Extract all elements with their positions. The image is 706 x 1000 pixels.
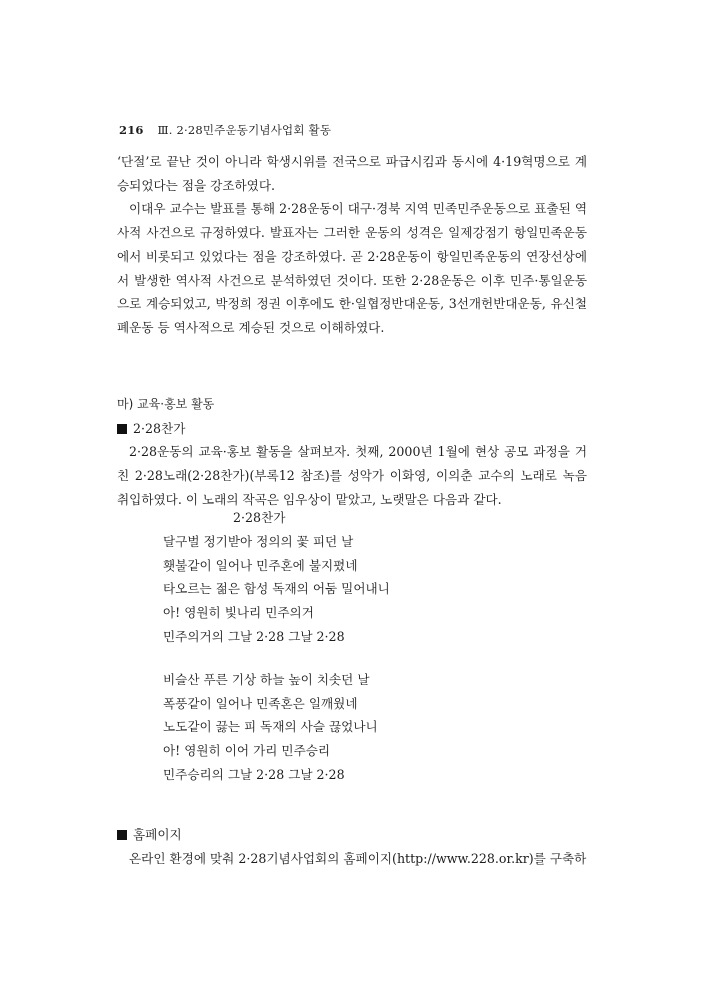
verse-line: 타오르는 젊은 함성 독재의 어둠 밀어내니	[163, 581, 390, 597]
song-verse-2	[163, 668, 378, 787]
running-header	[119, 122, 331, 138]
verse-line: 달구벌 정기받아 정의의 꽃 피던 날	[163, 534, 354, 549]
education-section	[117, 393, 587, 512]
intro-paragraph-1: ‘단절’로 끝난 것이 아니라 학생시위를 전국으로 파급시킴과 동시에 4·19혁명으로 계승되었다는 점을 강조하였다.	[117, 154, 587, 193]
intro-text	[117, 150, 587, 340]
intro-paragraph-2: 이대우 교수는 발표를 통해 2·28운동이 대구·경북 지역 민족민주운동으로 표출된 역사적 사건으로 규정하였다. 발표자는 그러한 운동의 성격은 일제강점기 항일민족운동에서 비롯되고 있었다는 점을 강조하였다. 곧 2·28운동이 항일민족운동의 연장선상에서 발생한 역사적 사건으로 분석하였던 것이다. 또한 2·28운동은 이후 민주·통일운동으로 계승되었고, 박정희 정권 이후에도 한·일협정반대운동, 3선개헌반대운동, 유신철폐운동 등 역사적으로 계승된 것으로 이해하였다.	[117, 201, 587, 335]
song-title: 2·28찬가	[233, 510, 286, 525]
song-heading	[117, 417, 587, 441]
song-verse-1	[163, 530, 390, 649]
homepage-section	[117, 823, 587, 870]
page-number: 216	[119, 123, 144, 137]
homepage-heading	[117, 823, 587, 847]
song-heading-label: 2·28찬가	[133, 420, 186, 436]
homepage-paragraph: 온라인 환경에 맞춰 2·28기념사업회의 홈페이지(http://www.228.or.kr)를 구축하	[129, 850, 587, 866]
homepage-heading-label: 홈페이지	[133, 827, 182, 842]
verse-line: 민주승리의 그날 2·28 그날 2·28	[163, 766, 345, 782]
square-bullet-icon	[117, 424, 127, 434]
verse-line: 민주의거의 그날 2·28 그날 2·28	[163, 628, 345, 644]
verse-line: 횃불같이 일어나 민주혼에 불지폈네	[163, 557, 358, 573]
verse-line: 아! 영원히 빛나리 민주의거	[163, 605, 314, 621]
verse-line: 비슬산 푸른 기상 하늘 높이 치솟던 날	[163, 672, 370, 687]
verse-line: 노도같이 끓는 피 독재의 사슬 끊었나니	[163, 719, 378, 735]
square-bullet-icon	[117, 830, 127, 840]
education-paragraph: 2·28운동의 교육·홍보 활동을 살펴보자. 첫째, 2000년 1월에 현상 공모 과정을 거친 2·28노래(2·28찬가)(부록12 참조)를 성악가 이화영, 이의춘 교수의 노래로 녹음 취입하였다. 이 노래의 작곡은 임우상이 맡았고, 노랫말은 다음과 같다.	[117, 444, 587, 507]
verse-line: 폭풍같이 일어나 민족혼은 일깨웠네	[163, 695, 358, 711]
chapter-title: Ⅲ. 2·28민주운동기념사업회 활동	[157, 123, 332, 137]
section-subheading: 마) 교육·홍보 활동	[117, 397, 215, 411]
verse-line: 아! 영원히 이어 가리 민주승리	[163, 743, 331, 759]
